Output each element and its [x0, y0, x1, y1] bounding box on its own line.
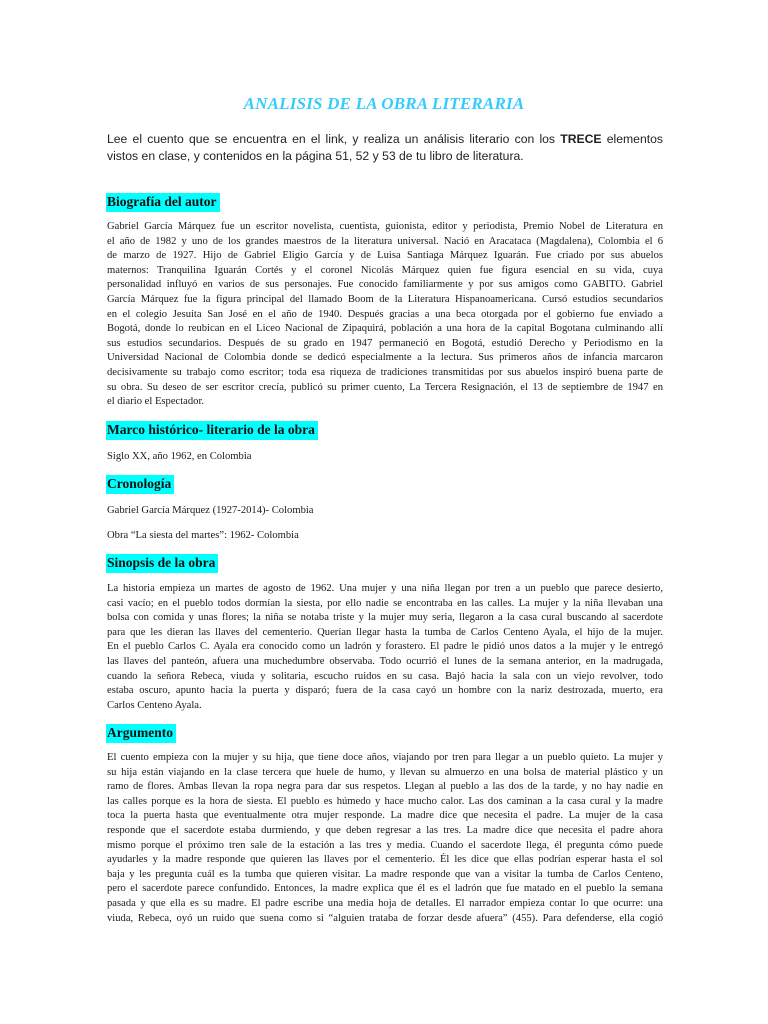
argumento-line: viuda, Rebeca, oyó un ruido que suena como si “alguien trataba de forzar desde afuera” (455). Para defenderse, ella cogió [107, 912, 663, 924]
heading-sinopsis: Sinopsis de la obra [106, 554, 218, 573]
biografia-line: personalidad influyó en varios de sus personajes. Fue conocido familiarmente y por sus amigos como GABITO. Gabriel [107, 279, 663, 291]
argumento-line: ramo de flores. Ambas llevan la ropa negra para dar sus respetos. Llegan al pueblo a las dos de la tarde, y no hay nadie en [107, 781, 663, 793]
biografia-line: sus estudios secundarios. Después de su grado en 1947 permaneció en Bogotá, estudió Derecho y Periodismo en la [107, 337, 663, 349]
biografia-line: Universidad Nacional de Colombia donde se dedicó especialmente a la lectura. Sus primeros años de infancia marcaron [107, 352, 663, 364]
sinopsis-paragraph [107, 582, 663, 713]
sinopsis-line: las llaves del panteón, afuera una muchedumbre observaba. Todo ocurrió el lunes de la semana anterior, en la madrugada, [107, 655, 663, 667]
argumento-line: El cuento empieza con la mujer y su hija, que tiene doce años, viajando por tren para llegar a un pueblo quieto. La mujer y [107, 752, 663, 763]
biografia-line: de marzo de 1927. Hijo de Gabriel Eligio García y de Luisa Santiaga Márquez Iguarán. Fue criado por sus abuelos [107, 250, 663, 262]
biografia-paragraph [107, 220, 663, 410]
intro-text-bold: TRECE [560, 132, 602, 146]
sinopsis-line: En el pueblo Carlos C. Ayala era conocido como un ladrón y forastero. El padre le pidió unos datos a la mujer y le entregó [107, 641, 663, 653]
sinopsis-line: para que les dieran las llaves del cementerio. Querían llegar hasta la tumba de Carlos Centeno Ayala, el hijo de la mujer. [107, 626, 663, 638]
biografia-line: decisivamente su trabajo como escritor; toda esa riqueza de tradiciones transmitidas por sus abuelos inspiró buena parte de [107, 366, 663, 378]
intro-paragraph [107, 131, 663, 165]
argumento-line: mismo porque el próximo tren sale de la estación a las tres y media. Cuando el sacerdote llega, él pregunta cómo puede [107, 839, 663, 851]
heading-marco: Marco histórico- literario de la obra [106, 421, 318, 440]
intro-text-after: elementos vistos en clase, y contenidos en la página 51, 52 y 53 de tu libro de literatura. [107, 132, 663, 163]
sinopsis-line: bolsa con comida y unas flores; la niña se notaba triste y la mujer muy seria, llegaron a la casa cural buscando al sacerdote [107, 612, 663, 624]
document-title: ANALISIS DE LA OBRA LITERARIA [243, 94, 525, 113]
argumento-line: toca la puerta hasta que eventualmente otra mujer responde. La madre dice que necesita el padre. La mujer de la casa [107, 810, 663, 822]
sinopsis-line: estaba oscuro, apunto hacia la puerta y disparó; fuera de la casa cayó un hombre con la nariz destrozada, muerto, era [107, 685, 663, 697]
heading-biografia: Biografía del autor [106, 193, 220, 212]
intro-text-before: Lee el cuento que se encuentra en el link, y realiza un análisis literario con los [107, 132, 561, 146]
biografia-line: Bogotá, donde lo reubican en el Liceo Nacional de Zipaquirá, población a una hora de la capital Bogotana culminando allí [107, 323, 663, 335]
biografia-line: su obra. Su deseo de ser escritor crecía, publicó su primer cuento, La Tercera Resignación, el 13 de septiembre de 1947 en [107, 381, 663, 393]
heading-argumento: Argumento [106, 724, 176, 743]
argumento-line: pero el sacerdote parece confundido. Entonces, la madre explica que él es el ladrón que fue matado en el pueblo la semana [107, 883, 663, 895]
biografia-line: el diario el Espectador. [107, 396, 205, 408]
argumento-paragraph [107, 751, 663, 926]
cronologia-line-2: Obra “La siesta del martes”: 1962- Colombia [107, 530, 299, 541]
argumento-line: las calles porque es la hora de siesta. El pueblo es húmedo y hace mucho calor. Las dos caminan a la casa cural y la madre [107, 795, 663, 807]
biografia-line: Gabriel García Márquez fue un escritor novelista, cuentista, guionista, editor y periodista, Premio Nobel de Literatura en [107, 221, 663, 232]
argumento-line: responde que el sacerdote estaba durmiendo, y que deben regresar a las tres. La madre dice que necesita el padre ahora [107, 824, 663, 836]
marco-text: Siglo XX, año 1962, en Colombia [107, 451, 252, 462]
sinopsis-line: Carlos Centeno Ayala. [107, 699, 202, 711]
sinopsis-line: La historia empieza un martes de agosto de 1962. Una mujer y una niña llegan por tren a un pueblo que parece desierto, [107, 583, 663, 594]
biografia-line: maternos: Tranquilina Iguarán Cortés y el coronel Nicolás Márquez quien fue figura esencial en su vida, cuya [107, 264, 663, 276]
argumento-line: ayudarles y la madre responde que quieren las llaves por el cementerio. Él les dice que ellas podrían esperar hasta el sol [107, 854, 663, 866]
heading-cronologia: Cronología [106, 475, 174, 494]
biografia-line: el año de 1982 y uno de los grandes maestros de la literatura universal. Nació en Aracataca (Magdalena), Colombia el 6 [107, 235, 663, 247]
cronologia-line-1: Gabriel García Márquez (1927-2014)- Colombia [107, 505, 314, 516]
sinopsis-line: cuando la señora Rebeca, viuda y solitaria, escucho ruidos en su casa. Bajó hacia la sala con un viejo revolver, todo [107, 670, 663, 682]
sinopsis-line: casi vacío; en el pueblo todos dormían la siesta, por ello nadie se encontraba en las calles. La mujer y la niña llevaban una [107, 597, 663, 609]
argumento-line: pasada y que ella es su madre. El padre escribe una media hoja de detalles. El narrador empieza contar lo que ocurre: una [107, 897, 663, 909]
biografia-line: en el colegio Jesuita San José en el año de 1940. Después gracias a una beca otorgada por el gobierno fue enviado a [107, 308, 663, 320]
argumento-line: su hija están viajando en la clase tercera que huele de humo, y llevan su almuerzo en una bolsa de material plástico y un [107, 766, 663, 778]
argumento-line: baja y les pregunta cuál es la tumba que quieren visitar. La madre responde que van a visitar la tumba de Carlos Centeno, [107, 868, 663, 880]
biografia-line: García Márquez fue la figura principal del llamado Boom de la Literatura Hispanoamericana. Cursó estudios secundarios [107, 293, 663, 305]
